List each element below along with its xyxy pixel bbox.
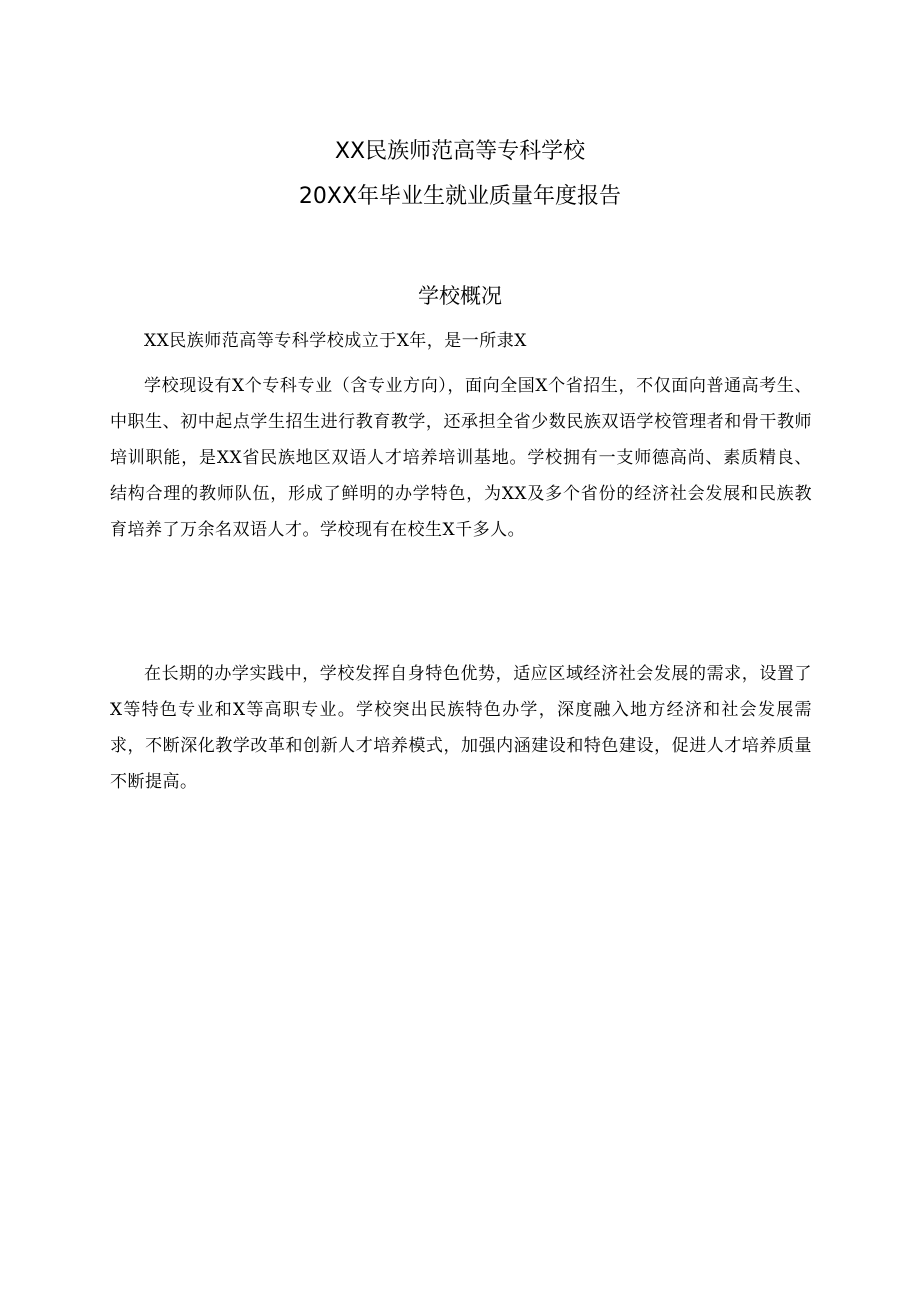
report-title-year: 20XX年毕业生就业质量年度报告 xyxy=(298,184,622,209)
report-title-school: XX民族师范高等专科学校 xyxy=(334,139,586,164)
section-heading: 学校概况 xyxy=(418,284,502,308)
paragraph-intro: XX民族师范高等专科学校成立于X年，是一所隶X xyxy=(144,331,527,351)
paragraph-practice: 在长期的办学实践中，学校发挥自身特色优势，适应区域经济社会发展的需求，设置了X等特色专业和X等高职专业。学校突出民族特色办学，深度融入地方经济和社会发展需求，不断深化教学改革和创新人才培养模式，加强内涵建设和特色建设，促进人才培养质量不断提高。 xyxy=(110,664,812,792)
paragraph-majors: 学校现设有X个专科专业（含专业方向），面向全国X个省招生，不仅面向普通高考生、中职生、初中起点学生招生进行教育教学，还承担全省少数民族双语学校管理者和骨干教师培训职能，是XX省民族地区双语人才培养培训基地。学校拥有一支师德高尚、素质精良、结构合理的教师队伍，形成了鲜明的办学特色，为XX及多个省份的经济社会发展和民族教育培养了万余名双语人才。学校现有在校生X千多人。 xyxy=(110,376,812,540)
